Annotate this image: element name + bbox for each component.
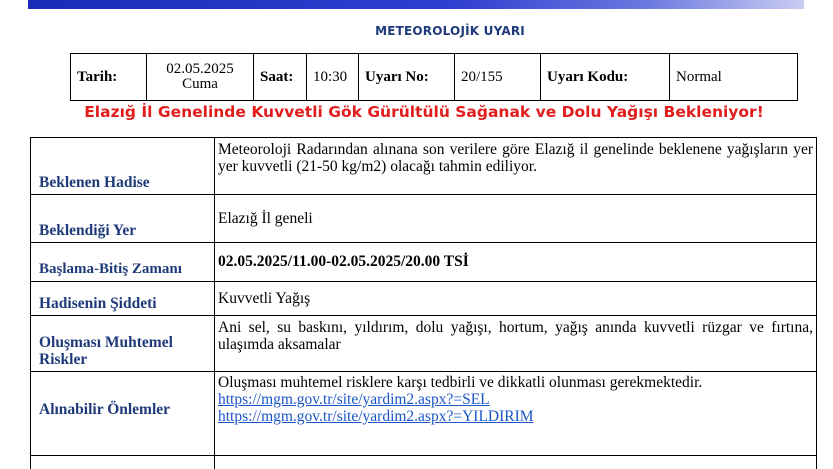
table-row xyxy=(31,316,817,372)
warning-headline: Elazığ İl Genelinde Kuvvetli Gök Gürültülü Sağanak ve Dolu Yağışı Bekleniyor! xyxy=(84,103,764,121)
table-row xyxy=(31,372,817,456)
table-row xyxy=(31,243,817,282)
expected-event-label: Beklenen Hadise xyxy=(31,138,215,195)
day-text: Cuma xyxy=(182,76,218,92)
time-label: Saat: xyxy=(254,54,307,101)
expected-event-value: Meteoroloji Radarından alınana son verilere göre Elazığ il genelinde beklenene yağışların yer yer kuvvetli (21-50 kg/m2) olacağı tahmin ediliyor. xyxy=(215,138,817,195)
warning-details-table xyxy=(30,137,817,469)
empty-cell xyxy=(215,456,817,469)
table-row xyxy=(31,138,817,195)
warning-code-value: Normal xyxy=(670,54,798,101)
severity-value: Kuvvetli Yağış xyxy=(215,282,817,316)
warning-meta-table xyxy=(70,53,798,101)
warning-code-label: Uyarı Kodu: xyxy=(541,54,670,101)
expected-location-value: Elazığ İl geneli xyxy=(215,195,817,243)
date-label: Tarih: xyxy=(71,54,147,101)
expected-location-label: Beklendiği Yer xyxy=(31,195,215,243)
precautions-text: Oluşması muhtemel risklere karşı tedbirli ve dikkatli olunması gerekmektedir. xyxy=(218,374,703,391)
lightning-info-link[interactable]: https://mgm.gov.tr/site/yardim2.aspx?=YILDIRIM xyxy=(218,408,534,425)
table-row xyxy=(31,282,817,316)
possible-risks-label: Oluşması Muhtemel Riskler xyxy=(31,316,215,372)
severity-label: Hadisenin Şiddeti xyxy=(31,282,215,316)
date-text: 02.05.2025 xyxy=(166,61,234,77)
start-end-time-label: Başlama-Bitiş Zamanı xyxy=(31,243,215,282)
empty-cell xyxy=(31,456,215,469)
table-row xyxy=(31,456,817,469)
possible-risks-value: Ani sel, su baskını, yıldırım, dolu yağışı, hortum, yağış anında kuvvetli rüzgar ve fırtına, ulaşımda aksamalar xyxy=(215,316,817,372)
start-end-time-value: 02.05.2025/11.00-02.05.2025/20.00 TSİ xyxy=(215,243,817,282)
date-value xyxy=(147,54,254,101)
document-title: METEOROLOJİK UYARI xyxy=(375,24,525,38)
warning-no-value: 20/155 xyxy=(455,54,541,101)
precautions-label: Alınabilir Önlemler xyxy=(31,372,215,456)
time-value: 10:30 xyxy=(307,54,359,101)
warning-no-label: Uyarı No: xyxy=(359,54,455,101)
table-row xyxy=(31,195,817,243)
precautions-value xyxy=(215,372,817,456)
flood-info-link[interactable]: https://mgm.gov.tr/site/yardim2.aspx?=SEL xyxy=(218,391,490,408)
top-color-bar xyxy=(28,0,804,9)
